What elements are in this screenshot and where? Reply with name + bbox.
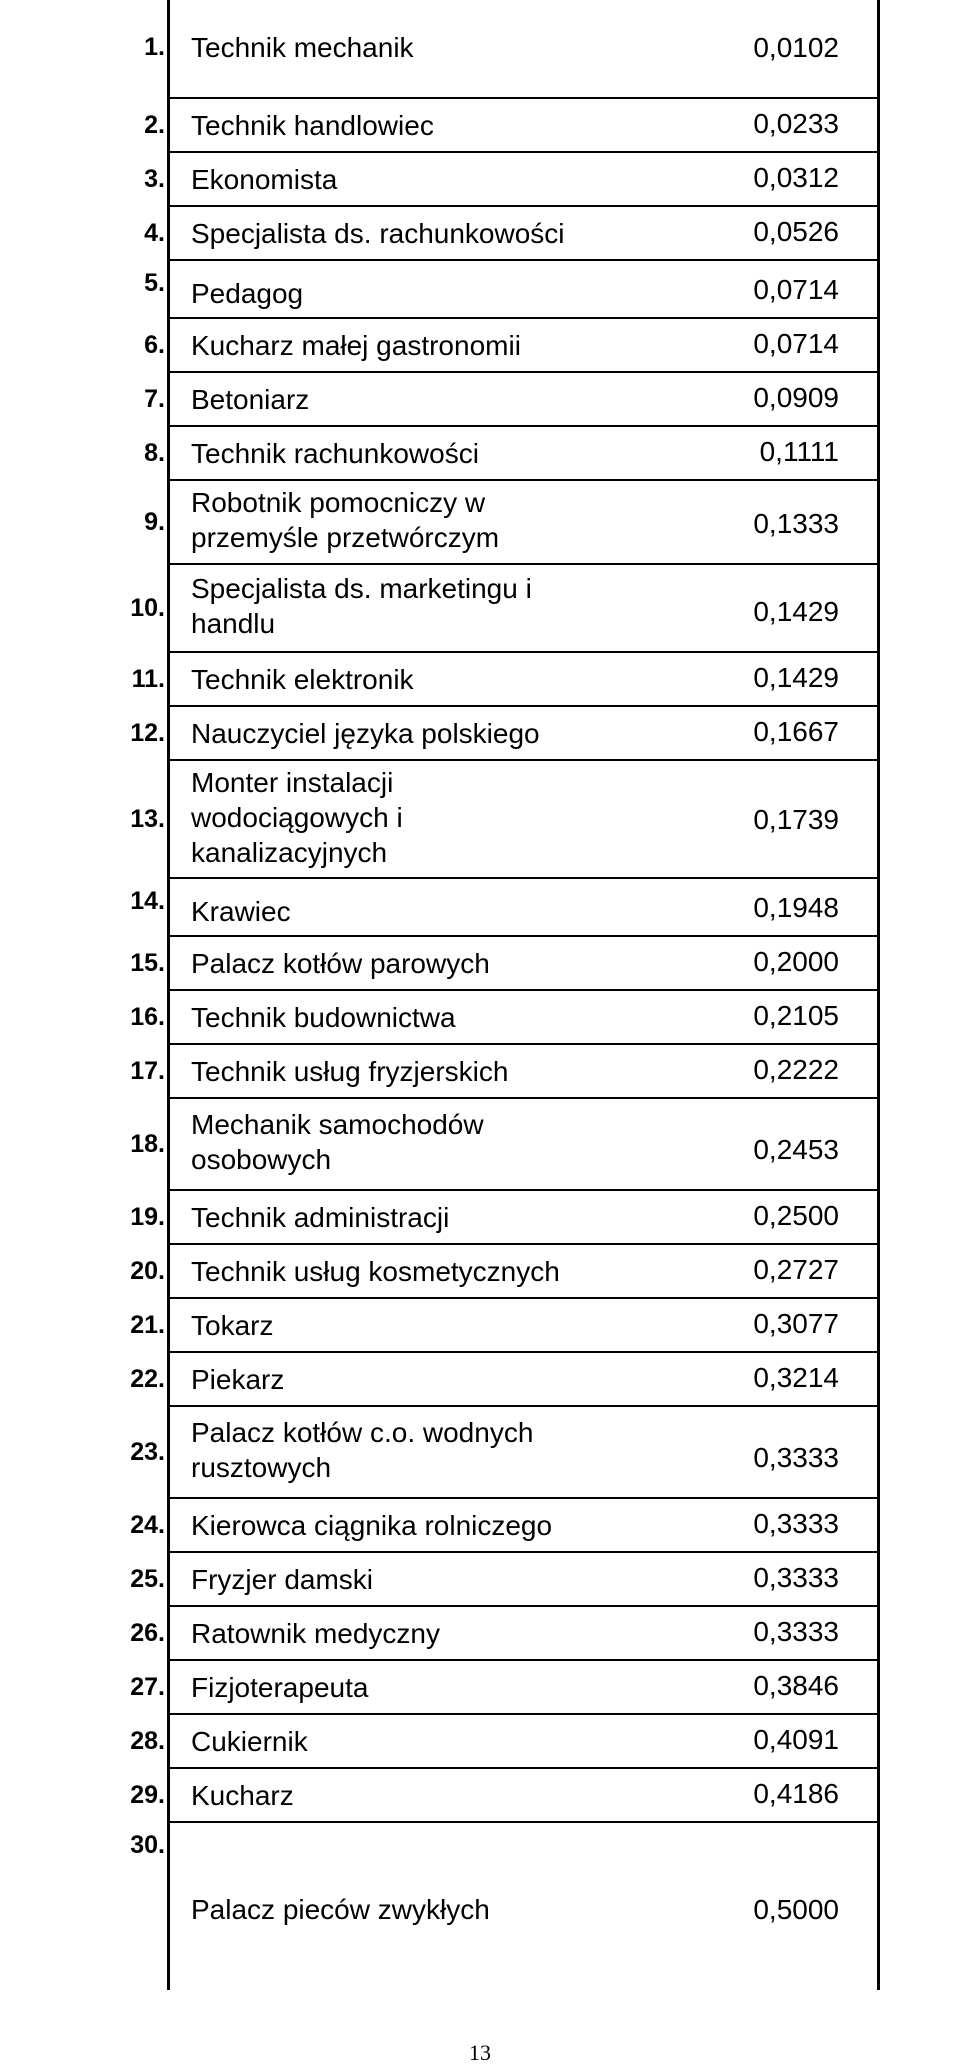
profession-name-line: Cukiernik [191,1726,308,1757]
profession-name-line: Monter instalacji [191,767,394,798]
coefficient-value: 0,4186 [753,1778,839,1809]
table-row [0,0,960,98]
profession-name-line: Ekonomista [191,164,338,195]
row-number: 29. [130,1781,165,1809]
coefficient-value: 0,1739 [753,804,839,835]
row-number: 21. [130,1311,165,1339]
table-row [0,1406,960,1498]
profession-name [191,1362,691,1397]
profession-name [191,1892,691,1927]
table-row [0,1352,960,1406]
row-divider [167,479,877,481]
profession-name-line: rusztowych [191,1452,332,1483]
table-row [0,1498,960,1552]
row-divider [167,563,877,565]
profession-name [191,571,691,641]
profession-name-line: Technik usług fryzjerskich [191,1056,509,1087]
table-row [0,990,960,1044]
row-divider [167,1605,877,1607]
table-row [0,1190,960,1244]
row-divider [167,205,877,207]
coefficient-value: 0,0714 [753,328,839,359]
row-number: 8. [144,439,165,467]
table-row [0,1298,960,1352]
profession-name [191,382,691,417]
coefficient-value: 0,4091 [753,1724,839,1755]
table-row [0,1714,960,1768]
profession-name-line: przemyśle przetwórczym [191,522,500,553]
coefficient-value: 0,0312 [753,162,839,193]
row-number: 26. [130,1619,165,1647]
row-number: 13. [130,805,165,833]
table-row [0,1552,960,1606]
row-divider [167,1043,877,1045]
profession-name [191,894,691,929]
table-row [0,1660,960,1714]
profession-name [191,1670,691,1705]
profession-name [191,1200,691,1235]
row-number: 9. [144,508,165,536]
coefficient-value: 0,2453 [753,1134,839,1165]
row-divider [167,1497,877,1499]
row-number: 16. [130,1003,165,1031]
coefficient-value: 0,1429 [753,662,839,693]
row-number: 7. [144,385,165,413]
row-divider [167,317,877,319]
profession-name [191,1616,691,1651]
profession-name [191,216,691,251]
table-row [0,98,960,152]
coefficient-value: 0,1429 [753,596,839,627]
profession-name [191,436,691,471]
table-row [0,1606,960,1660]
table-row [0,706,960,760]
profession-name-line: Piekarz [191,1364,285,1395]
row-divider [167,651,877,653]
row-divider [167,989,877,991]
table-row [0,652,960,706]
profession-name [191,485,691,555]
row-number: 14. [130,887,165,915]
row-number: 25. [130,1565,165,1593]
profession-name-line: Palacz kotłów c.o. wodnych [191,1417,534,1448]
profession-name-line: Technik rachunkowości [191,438,479,469]
profession-name [191,30,691,65]
row-divider [167,1659,877,1661]
table-row [0,936,960,990]
profession-name [191,1054,691,1089]
profession-name [191,716,691,751]
profession-name-line: Fizjoterapeuta [191,1672,369,1703]
coefficient-value: 0,2500 [753,1200,839,1231]
coefficient-value: 0,3077 [753,1308,839,1339]
row-number: 5. [144,269,165,297]
profession-name-line: Kucharz [191,1780,294,1811]
profession-name-line: Fryzjer damski [191,1564,374,1595]
row-divider [167,371,877,373]
row-number: 1. [144,33,165,61]
profession-name [191,162,691,197]
profession-name [191,1254,691,1289]
profession-name-line: handlu [191,608,276,639]
row-divider [167,1297,877,1299]
profession-name-line: wodociągowych i [191,802,403,833]
profession-name-line: kanalizacyjnych [191,837,388,868]
table-row [0,760,960,878]
row-divider [167,1243,877,1245]
profession-name [191,328,691,363]
profession-name-line: Technik administracji [191,1202,450,1233]
table-row [0,318,960,372]
profession-name-line: Nauczyciel języka polskiego [191,718,540,749]
profession-name [191,765,691,870]
table-row [0,1044,960,1098]
coefficient-value: 0,1111 [759,436,839,467]
row-divider [167,877,877,879]
profession-name-line: Kierowca ciągnika rolniczego [191,1510,553,1541]
profession-name-line: Palacz kotłów parowych [191,948,490,979]
row-number: 27. [130,1673,165,1701]
profession-name-line: Krawiec [191,896,291,927]
table-row [0,1822,960,1990]
coefficient-value: 0,3333 [753,1562,839,1593]
profession-name-line: Technik usług kosmetycznych [191,1256,560,1287]
row-divider [167,259,877,261]
profession-name [191,1508,691,1543]
table-row [0,426,960,480]
row-divider [167,1551,877,1553]
table-row [0,372,960,426]
row-divider [167,1713,877,1715]
table-row [0,1244,960,1298]
page-number: 13 [469,2040,491,2065]
coefficient-value: 0,3333 [753,1616,839,1647]
coefficient-value: 0,0909 [753,382,839,413]
profession-name-line: Technik budownictwa [191,1002,456,1033]
profession-name-line: Palacz pieców zwykłych [191,1894,490,1925]
coefficient-value: 0,0102 [753,32,839,63]
profession-name-line: Technik mechanik [191,32,414,63]
profession-name-line: Technik elektronik [191,664,414,695]
coefficient-value: 0,1333 [753,508,839,539]
profession-name [191,1778,691,1813]
coefficient-value: 0,3333 [753,1508,839,1539]
profession-name-line: Betoniarz [191,384,310,415]
row-number: 11. [131,665,165,693]
row-divider [167,1189,877,1191]
row-number: 2. [144,111,165,139]
profession-name-line: osobowych [191,1144,332,1175]
row-number: 24. [130,1511,165,1539]
row-number: 28. [130,1727,165,1755]
profession-name [191,662,691,697]
table-row [0,1768,960,1822]
profession-name [191,1724,691,1759]
table-row [0,260,960,318]
profession-name-line: Ratownik medyczny [191,1618,440,1649]
profession-name-line: Kucharz małej gastronomii [191,330,521,361]
row-number: 4. [144,219,165,247]
row-number: 23. [130,1438,165,1466]
table-row [0,206,960,260]
coefficient-value: 0,1667 [753,716,839,747]
profession-name-line: Pedagog [191,278,304,309]
row-number: 3. [144,165,165,193]
row-divider [167,1767,877,1769]
row-number: 15. [130,949,165,977]
coefficient-value: 0,3333 [753,1442,839,1473]
profession-name [191,1308,691,1343]
row-divider [167,425,877,427]
row-divider [167,1097,877,1099]
profession-name-line: Specjalista ds. marketingu i [191,573,532,604]
row-number: 20. [130,1257,165,1285]
table-row [0,1098,960,1190]
profession-name [191,108,691,143]
row-number: 22. [130,1365,165,1393]
row-divider [167,935,877,937]
profession-name [191,276,691,311]
row-number: 18. [130,1130,165,1158]
row-number: 17. [130,1057,165,1085]
coefficient-value: 0,0714 [753,274,839,305]
coefficient-value: 0,2105 [753,1000,839,1031]
profession-name [191,1415,691,1485]
coefficient-value: 0,0233 [753,108,839,139]
table-row [0,480,960,564]
row-number: 12. [130,719,165,747]
profession-name [191,1562,691,1597]
coefficient-value: 0,0526 [753,216,839,247]
row-divider [167,1351,877,1353]
profession-name-line: Specjalista ds. rachunkowości [191,218,565,249]
row-divider [167,97,877,99]
row-divider [167,1821,877,1823]
row-divider [167,151,877,153]
coefficient-value: 0,3214 [753,1362,839,1393]
row-divider [167,759,877,761]
row-number: 10. [130,594,165,622]
coefficient-value: 0,2000 [753,946,839,977]
row-number: 19. [130,1203,165,1231]
coefficient-value: 0,5000 [753,1894,839,1925]
row-number: 6. [144,331,165,359]
profession-name-line: Tokarz [191,1310,274,1341]
profession-name-line: Technik handlowiec [191,110,434,141]
profession-name [191,946,691,981]
coefficient-value: 0,3846 [753,1670,839,1701]
table-row [0,152,960,206]
coefficient-value: 0,2222 [753,1054,839,1085]
table-row [0,564,960,652]
profession-name-line: Mechanik samochodów [191,1109,484,1140]
profession-name [191,1107,691,1177]
row-divider [167,1405,877,1407]
coefficient-value: 0,1948 [753,892,839,923]
row-divider [167,705,877,707]
profession-name-line: Robotnik pomocniczy w [191,487,486,518]
profession-name [191,1000,691,1035]
row-number: 30. [130,1831,165,1859]
coefficient-value: 0,2727 [753,1254,839,1285]
table-row [0,878,960,936]
